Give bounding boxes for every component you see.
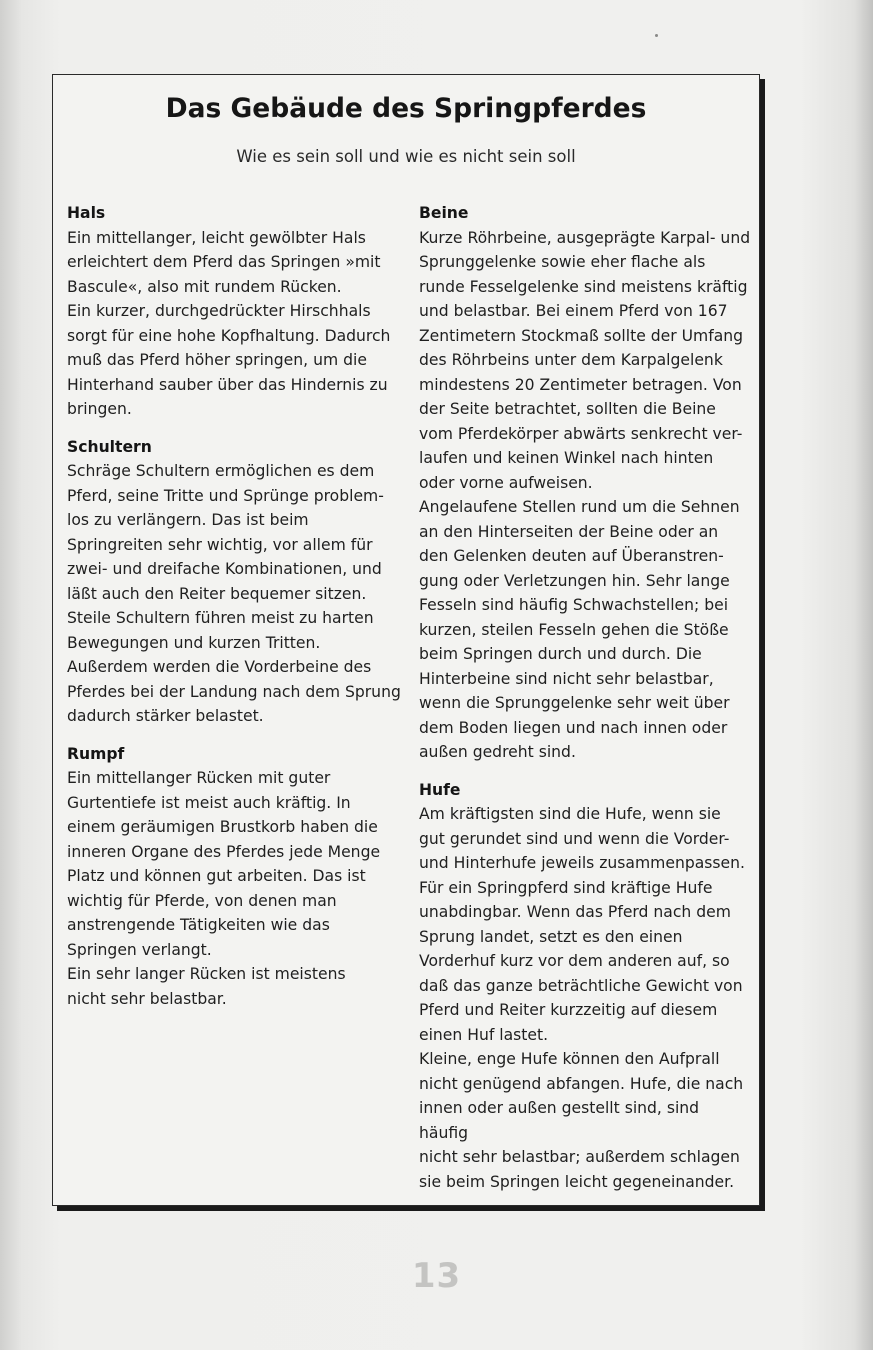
- section-heading-schultern: Schultern: [67, 437, 152, 456]
- paper-speck: [655, 34, 658, 37]
- section-text-hufe: Am kräftigsten sind die Hufe, wenn sie gut gerundet sind und wenn die Vorder- und Hinterhufe jeweils zusammenpassen. Für ein Springpferd sind kräftige Hufe unabdingbar. Wenn das Pferd nach dem Sprung landet, setzt es den einen Vorderhuf kurz vor dem anderen auf, so daß das ganze beträchtliche Gewicht von Pferd und Reiter kurzzeitig auf diesem einen Huf lastet. Kleine, enge Hufe können den Aufprall nicht genügend abfangen. Hufe, die nach innen oder außen gestellt sind, sind häufig nicht sehr belastbar; außerdem schlagen sie beim Springen leicht gegeneinander.: [419, 805, 745, 1191]
- page-number: 13: [411, 1256, 462, 1296]
- section-heading-rumpf: Rumpf: [67, 744, 125, 763]
- section-heading-hals: Hals: [67, 204, 106, 222]
- section-hufe: [419, 778, 751, 1195]
- section-hals: [67, 201, 405, 422]
- page-edge-shadow: [855, 0, 873, 1350]
- section-text-schultern: Schräge Schultern ermöglichen es dem Pferd, seine Tritte und Sprünge problem- los zu verlängern. Das ist beim Springreiten sehr wichtig, vor allem für zwei- und dreifache Kombinationen, und läßt auch den Reiter bequemer sitzen. Steile Schultern führen meist zu harten Bewegungen und kurzen Tritten. Außerdem werden die Vorderbeine des Pferdes bei der Landung nach dem Sprung dadurch stärker belastet.: [67, 462, 401, 725]
- section-heading-beine: Beine: [419, 204, 469, 222]
- section-rumpf: [67, 742, 405, 1012]
- section-heading-hufe: Hufe: [419, 780, 461, 799]
- section-schultern: [67, 435, 405, 729]
- section-beine: [419, 201, 751, 765]
- box-title: Das Gebäude des Springpferdes: [165, 93, 647, 124]
- box-subtitle: Wie es sein soll und wie es nicht sein soll: [236, 147, 576, 166]
- left-column: [67, 201, 405, 1024]
- section-text-rumpf: Ein mittellanger Rücken mit guter Gurtentiefe ist meist auch kräftig. In einem geräumigen Brustkorb haben die inneren Organe des Pferdes jede Menge Platz und können gut arbeiten. Das ist wichtig für Pferde, von denen man anstrengende Tätigkeiten wie das Springen verlangt. Ein sehr langer Rücken ist meistens nicht sehr belastbar.: [67, 769, 381, 1008]
- info-box: [52, 74, 760, 1206]
- section-text-hals: Ein mittellanger, leicht gewölbter Hals erleichtert dem Pferd das Springen »mit Bascule«, also mit rundem Rücken. Ein kurzer, durchgedrückter Hirschhals sorgt für eine hohe Kopfhaltung. Dadurch muß das Pferd höher springen, um die Hinterhand sauber über das Hindernis zu bringen.: [67, 228, 391, 418]
- section-text-beine: Kurze Röhrbeine, ausgeprägte Karpal- und Sprunggelenke sowie eher flache als runde Fesselgelenke sind meistens kräftig und belastbar. Bei einem Pferd von 167 Zentimetern Stockmaß sollte der Umfang des Röhrbeins unter dem Karpalgelenk mindestens 20 Zentimeter betragen. Von der Seite betrachtet, sollten die Beine vom Pferdekörper abwärts senkrecht ver- laufen und keinen Winkel nach hinten oder vorne aufweisen. Angelaufene Stellen rund um die Sehnen an den Hinterseiten der Beine oder an den Gelenken deuten auf Überanstren- gung oder Verletzungen hin. Sehr lange Fesseln sind häufig Schwachstellen; bei kurzen, steilen Fesseln gehen die Stöße beim Springen durch und durch. Die Hinterbeine sind nicht sehr belastbar, wenn die Sprunggelenke sehr weit über dem Boden liegen und nach innen oder außen gedreht sind.: [419, 228, 751, 761]
- right-column: [419, 201, 751, 1207]
